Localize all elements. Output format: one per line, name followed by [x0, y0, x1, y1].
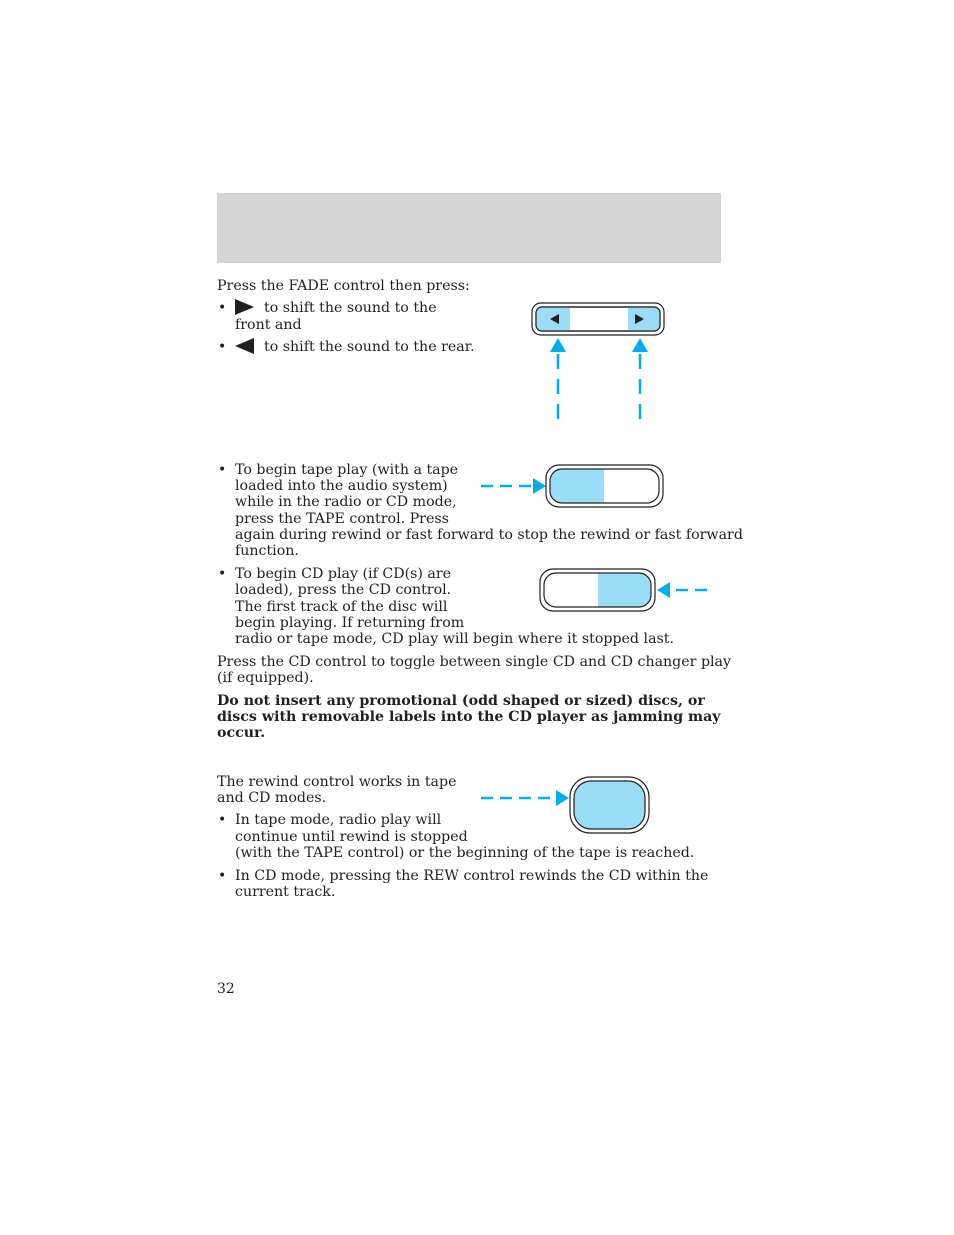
cd-line-4: begin playing. If returning from [235, 615, 465, 631]
rewind-b1-line2: continue until rewind is stopped [235, 829, 468, 845]
cd-line-3: The first track of the disc will [235, 599, 448, 615]
fade-bullet2: to shift the sound to the rear. [264, 339, 475, 355]
rewind-b2-line1: In CD mode, pressing the REW control rewinds the CD within the [235, 868, 709, 884]
rewind-b1-line1: In tape mode, radio play will [235, 812, 442, 828]
tape-line-2: loaded into the audio system) [235, 478, 448, 494]
fade-intro: Press the FADE control then press: [217, 278, 470, 294]
header-band [217, 193, 721, 263]
rewind-intro-line1: The rewind control works in tape [217, 774, 457, 790]
tape-line-4: press the TAPE control. Press [235, 511, 449, 527]
triangle-left-icon [235, 338, 254, 354]
tape-line-5: again during rewind or fast forward to stop the rewind or fast forward [235, 527, 743, 543]
bullet: • [218, 566, 227, 582]
cd-warning-line2: discs with removable labels into the CD player as jamming may [217, 709, 721, 725]
cd-line-1: To begin CD play (if CD(s) are [235, 566, 452, 582]
fade-control-figure [528, 300, 668, 430]
tape-control-figure [478, 462, 668, 512]
bullet: • [218, 300, 227, 316]
arrow-left-icon [657, 582, 670, 598]
bullet: • [218, 339, 227, 355]
rewind-b2-line2: current track. [235, 884, 336, 900]
arrow-right-icon [556, 790, 569, 806]
fade-bullet1-line2: front and [235, 317, 302, 333]
rewind-control-figure [478, 774, 654, 836]
rewind-button-inner [574, 781, 645, 829]
cd-toggle-line1: Press the CD control to toggle between single CD and CD changer play [217, 654, 732, 670]
cd-line-5: radio or tape mode, CD play will begin where it stopped last. [235, 631, 675, 647]
cd-control-figure [536, 566, 718, 616]
bullet: • [218, 812, 227, 828]
cd-line-2: loaded), press the CD control. [235, 582, 452, 598]
arrow-up-icon [632, 338, 648, 352]
bullet: • [218, 462, 227, 478]
cd-button-highlight [598, 573, 651, 607]
arrow-right-icon [533, 478, 546, 494]
fade-bullet1-line1: to shift the sound to the [264, 300, 437, 316]
bullet: • [218, 868, 227, 884]
arrow-up-icon [550, 338, 566, 352]
page-number: 32 [217, 981, 235, 997]
cd-toggle-line2: (if equipped). [217, 670, 314, 686]
tape-line-6: function. [235, 543, 299, 559]
tape-line-1: To begin tape play (with a tape [235, 462, 459, 478]
triangle-right-icon [235, 299, 254, 315]
cd-warning-line3: occur. [217, 725, 266, 741]
rewind-b1-line3: (with the TAPE control) or the beginning of the tape is reached. [235, 845, 695, 861]
tape-line-3: while in the radio or CD mode, [235, 494, 457, 510]
tape-button-highlight [550, 469, 604, 503]
cd-warning-line1: Do not insert any promotional (odd shaped or sized) discs, or [217, 693, 705, 709]
rewind-intro-line2: and CD modes. [217, 790, 327, 806]
